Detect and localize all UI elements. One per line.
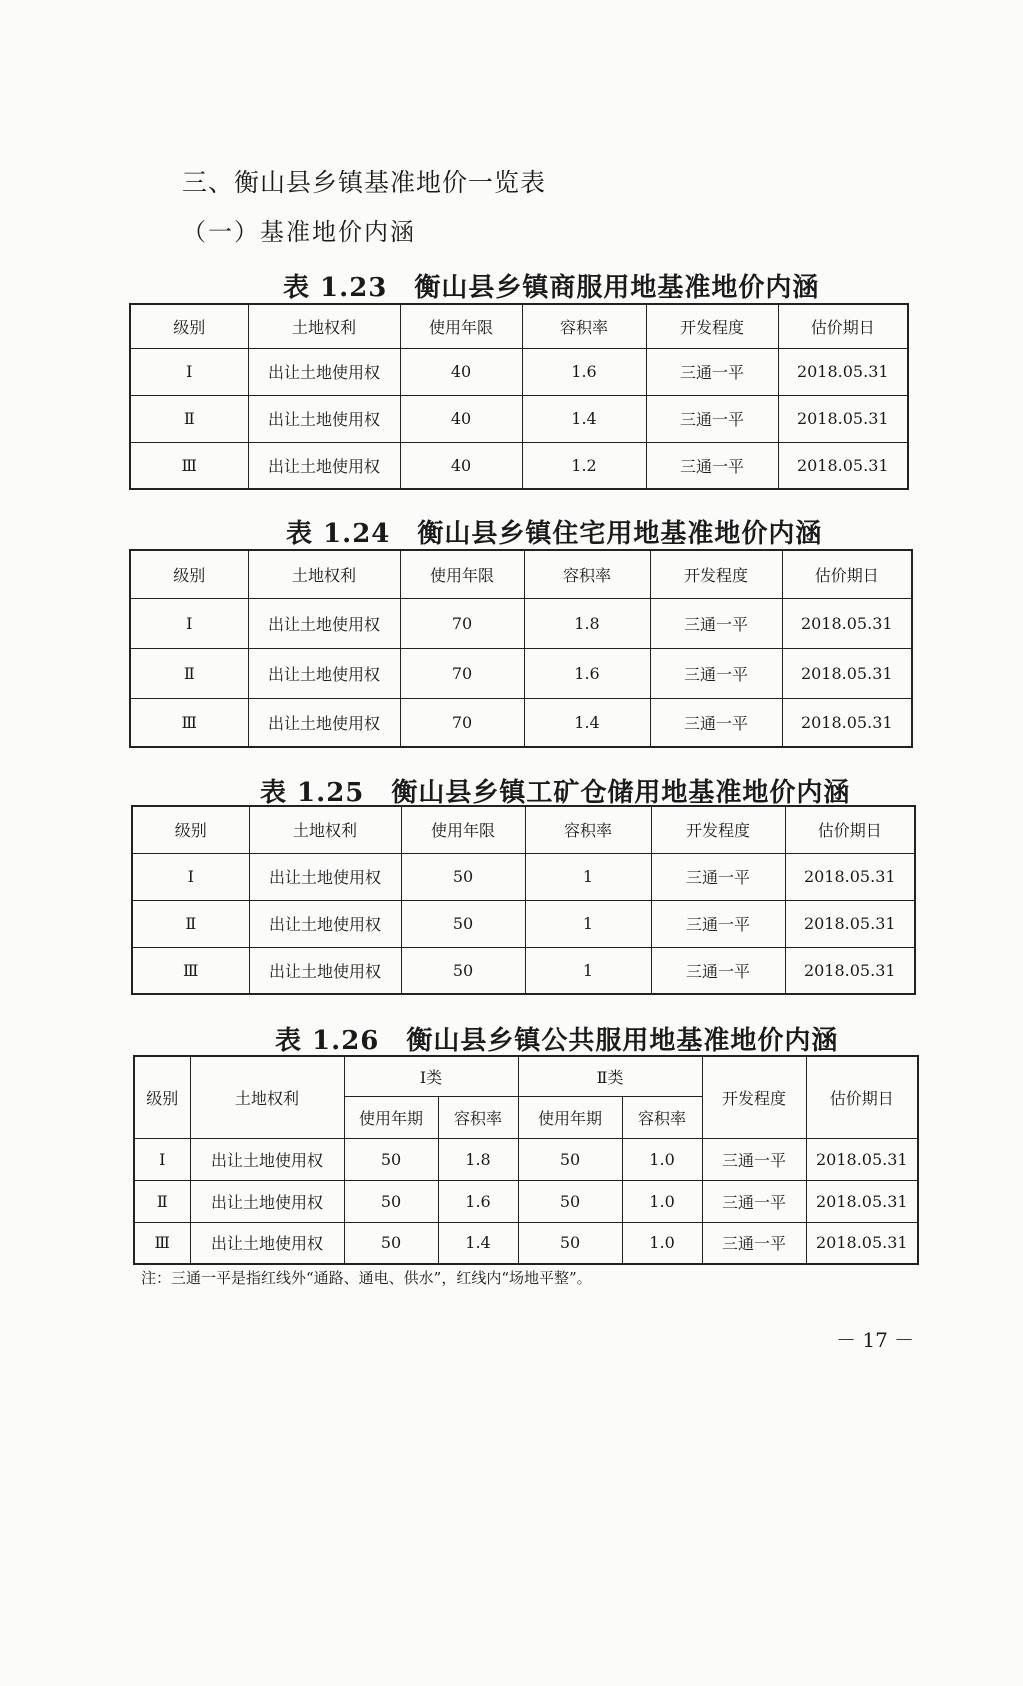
cell-dev: 三通一平 bbox=[702, 1222, 806, 1264]
cell-rights: 出让土地使用权 bbox=[190, 1138, 344, 1180]
table-caption-1-23: 表 1.23 衡山县乡镇商服用地基准地价内涵 bbox=[283, 273, 820, 303]
header-rights: 土地权利 bbox=[190, 1056, 344, 1138]
cell-level: Ⅰ bbox=[132, 853, 249, 900]
page-number: － 17 － bbox=[836, 1328, 915, 1352]
cell-far-class-1: 1.6 bbox=[438, 1180, 518, 1222]
header-dev: 开发程度 bbox=[646, 304, 778, 348]
table-row bbox=[130, 598, 912, 648]
cell-rights: 出让土地使用权 bbox=[190, 1180, 344, 1222]
cell-years: 50 bbox=[401, 947, 525, 994]
cell-years: 40 bbox=[400, 348, 522, 395]
cell-far-class-2: 1.0 bbox=[622, 1138, 702, 1180]
header-dev: 开发程度 bbox=[702, 1056, 806, 1138]
table-row bbox=[130, 395, 908, 442]
header-level: 级别 bbox=[134, 1056, 190, 1138]
table-row bbox=[130, 442, 908, 489]
cell-date: 2018.05.31 bbox=[778, 348, 908, 395]
table-1-24 bbox=[129, 549, 913, 748]
table-caption-1-24: 表 1.24 衡山县乡镇住宅用地基准地价内涵 bbox=[286, 519, 823, 549]
cell-level: Ⅲ bbox=[130, 698, 248, 747]
header-rights: 土地权利 bbox=[249, 806, 401, 853]
cell-rights: 出让土地使用权 bbox=[249, 900, 401, 947]
cell-years-class-2: 50 bbox=[518, 1222, 622, 1264]
table-caption-1-26: 表 1.26 衡山县乡镇公共服用地基准地价内涵 bbox=[275, 1026, 839, 1056]
cell-rights: 出让土地使用权 bbox=[248, 698, 400, 747]
cell-years: 70 bbox=[400, 648, 524, 698]
cell-far: 1.4 bbox=[524, 698, 650, 747]
table-row bbox=[132, 900, 915, 947]
cell-dev: 三通一平 bbox=[646, 442, 778, 489]
cell-years: 50 bbox=[401, 853, 525, 900]
cell-years-class-1: 50 bbox=[344, 1222, 438, 1264]
cell-level: Ⅱ bbox=[132, 900, 249, 947]
cell-far: 1 bbox=[525, 900, 651, 947]
cell-date: 2018.05.31 bbox=[778, 395, 908, 442]
cell-level: Ⅱ bbox=[130, 395, 248, 442]
header-class-1: Ⅰ类 bbox=[344, 1056, 518, 1096]
header-date: 估价期日 bbox=[782, 550, 912, 598]
table-header-row bbox=[134, 1056, 918, 1096]
cell-years: 50 bbox=[401, 900, 525, 947]
table-caption-1-25: 表 1.25 衡山县乡镇工矿仓储用地基准地价内涵 bbox=[260, 778, 851, 808]
cell-far: 1 bbox=[525, 947, 651, 994]
header-years: 使用年限 bbox=[400, 550, 524, 598]
cell-far: 1.6 bbox=[524, 648, 650, 698]
cell-far-class-2: 1.0 bbox=[622, 1180, 702, 1222]
cell-rights: 出让土地使用权 bbox=[248, 648, 400, 698]
cell-dev: 三通一平 bbox=[702, 1180, 806, 1222]
cell-date: 2018.05.31 bbox=[778, 442, 908, 489]
cell-date: 2018.05.31 bbox=[782, 598, 912, 648]
cell-level: Ⅰ bbox=[130, 598, 248, 648]
cell-rights: 出让土地使用权 bbox=[248, 442, 400, 489]
cell-far: 1.6 bbox=[522, 348, 646, 395]
cell-rights: 出让土地使用权 bbox=[248, 395, 400, 442]
cell-dev: 三通一平 bbox=[650, 648, 782, 698]
header-date: 估价期日 bbox=[778, 304, 908, 348]
table-1-25 bbox=[131, 805, 916, 995]
header-date: 估价期日 bbox=[785, 806, 915, 853]
cell-level: Ⅱ bbox=[134, 1180, 190, 1222]
table-row bbox=[130, 698, 912, 747]
table-row bbox=[132, 853, 915, 900]
header-class-2: Ⅱ类 bbox=[518, 1056, 702, 1096]
cell-dev: 三通一平 bbox=[646, 395, 778, 442]
cell-dev: 三通一平 bbox=[651, 900, 785, 947]
cell-dev: 三通一平 bbox=[650, 598, 782, 648]
table-note: 注：三通一平是指红线外“通路、通电、供水”，红线内“场地平整”。 bbox=[141, 1269, 592, 1287]
cell-dev: 三通一平 bbox=[651, 947, 785, 994]
cell-far: 1.8 bbox=[524, 598, 650, 648]
table-1-23 bbox=[129, 303, 909, 490]
cell-level: Ⅰ bbox=[134, 1138, 190, 1180]
cell-far: 1.4 bbox=[522, 395, 646, 442]
cell-rights: 出让土地使用权 bbox=[248, 598, 400, 648]
cell-date: 2018.05.31 bbox=[806, 1180, 918, 1222]
cell-years: 40 bbox=[400, 442, 522, 489]
cell-dev: 三通一平 bbox=[702, 1138, 806, 1180]
table-row bbox=[132, 947, 915, 994]
cell-dev: 三通一平 bbox=[650, 698, 782, 747]
cell-dev: 三通一平 bbox=[651, 853, 785, 900]
cell-years-class-1: 50 bbox=[344, 1180, 438, 1222]
cell-date: 2018.05.31 bbox=[782, 648, 912, 698]
header-date: 估价期日 bbox=[806, 1056, 918, 1138]
cell-rights: 出让土地使用权 bbox=[248, 348, 400, 395]
table-1-26 bbox=[133, 1055, 919, 1265]
cell-level: Ⅲ bbox=[130, 442, 248, 489]
cell-years: 70 bbox=[400, 698, 524, 747]
cell-date: 2018.05.31 bbox=[785, 947, 915, 994]
cell-far-class-2: 1.0 bbox=[622, 1222, 702, 1264]
table-header-row bbox=[132, 806, 915, 853]
header-rights: 土地权利 bbox=[248, 304, 400, 348]
cell-date: 2018.05.31 bbox=[785, 853, 915, 900]
header-years-class-2: 使用年期 bbox=[518, 1096, 622, 1138]
header-far: 容积率 bbox=[524, 550, 650, 598]
cell-years-class-1: 50 bbox=[344, 1138, 438, 1180]
header-far-class-1: 容积率 bbox=[438, 1096, 518, 1138]
cell-years-class-2: 50 bbox=[518, 1180, 622, 1222]
table-header-row bbox=[130, 304, 908, 348]
table-row bbox=[134, 1138, 918, 1180]
section-title: 三、衡山县乡镇基准地价一览表 bbox=[182, 168, 547, 197]
header-years: 使用年限 bbox=[401, 806, 525, 853]
cell-date: 2018.05.31 bbox=[806, 1138, 918, 1180]
header-far: 容积率 bbox=[522, 304, 646, 348]
cell-far-class-1: 1.8 bbox=[438, 1138, 518, 1180]
table-row bbox=[130, 648, 912, 698]
cell-years-class-2: 50 bbox=[518, 1138, 622, 1180]
cell-dev: 三通一平 bbox=[646, 348, 778, 395]
table-row bbox=[134, 1222, 918, 1264]
cell-level: Ⅲ bbox=[134, 1222, 190, 1264]
cell-level: Ⅲ bbox=[132, 947, 249, 994]
header-dev: 开发程度 bbox=[651, 806, 785, 853]
cell-level: Ⅱ bbox=[130, 648, 248, 698]
cell-rights: 出让土地使用权 bbox=[190, 1222, 344, 1264]
header-far: 容积率 bbox=[525, 806, 651, 853]
header-years: 使用年限 bbox=[400, 304, 522, 348]
cell-far: 1 bbox=[525, 853, 651, 900]
cell-date: 2018.05.31 bbox=[785, 900, 915, 947]
cell-date: 2018.05.31 bbox=[782, 698, 912, 747]
header-years-class-1: 使用年期 bbox=[344, 1096, 438, 1138]
header-dev: 开发程度 bbox=[650, 550, 782, 598]
header-far-class-2: 容积率 bbox=[622, 1096, 702, 1138]
header-level: 级别 bbox=[130, 304, 248, 348]
subsection-title: （一）基准地价内涵 bbox=[182, 218, 416, 246]
header-level: 级别 bbox=[130, 550, 248, 598]
header-level: 级别 bbox=[132, 806, 249, 853]
cell-rights: 出让土地使用权 bbox=[249, 853, 401, 900]
cell-level: Ⅰ bbox=[130, 348, 248, 395]
cell-years: 70 bbox=[400, 598, 524, 648]
cell-far: 1.2 bbox=[522, 442, 646, 489]
cell-date: 2018.05.31 bbox=[806, 1222, 918, 1264]
table-header-row bbox=[130, 550, 912, 598]
cell-rights: 出让土地使用权 bbox=[249, 947, 401, 994]
header-rights: 土地权利 bbox=[248, 550, 400, 598]
cell-years: 40 bbox=[400, 395, 522, 442]
cell-far-class-1: 1.4 bbox=[438, 1222, 518, 1264]
table-row bbox=[134, 1180, 918, 1222]
table-row bbox=[130, 348, 908, 395]
